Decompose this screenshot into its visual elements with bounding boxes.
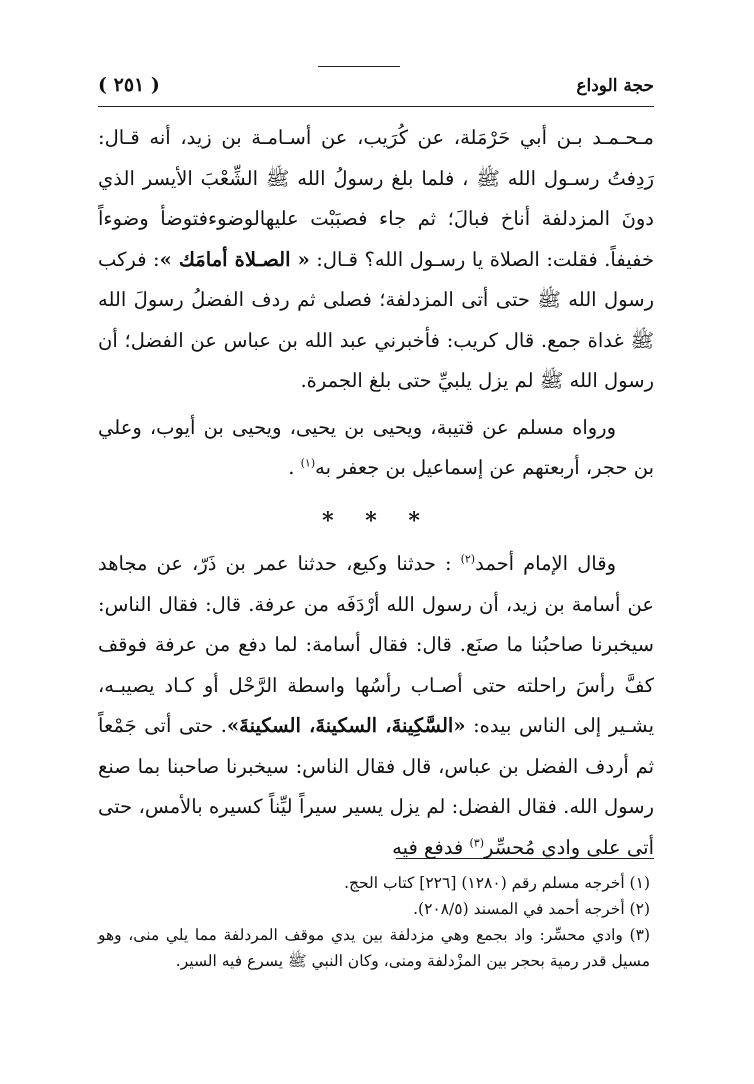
page-header bbox=[98, 74, 654, 104]
footnote-rule bbox=[396, 858, 654, 859]
paragraph-3-text-d: فدفع فيه bbox=[392, 835, 470, 859]
footnote-1: (١) أخرجه مسلم رقم (١٢٨٠) [٢٢٦] كتاب الحج. bbox=[344, 874, 650, 892]
paragraph-3-text-b: : حدثنا وكيع، حدثنا عمر بن ذَرّ، عن مجاهد عن أسامة بن زيد، أن رسول الله أرْدَفَه من عرفة. قال: فقال الناس: سيخبرنا صاحبُنا ما صنَع. قال: فقال أسامة: لما دفع من عرفة فوقف كفَّ رأسَ راحلته حتى أصـاب رأسُها واسطة الرَّحْل أو كـاد يصيبـه، يشـير إلى الناس بيده: bbox=[98, 552, 654, 737]
footnote-ref-3: (٣) bbox=[469, 836, 484, 849]
running-title: حجة الوداع bbox=[576, 76, 654, 96]
paragraph-1-text-a: مـحـمـد بـن أبي حَرْمَلة، عن كُرَيب، عن أسـامـة بن زيد، أنه قـال: رَدِفتُ رسـول الله ﷺ ، فلما بلغ رسولُ الله ﷺ الشِّعْبَ الأيسر الذي دونَ المزدلفة أناخ فبالَ؛ ثم جاء فصبَبْت عليهالوضوءفتوضأ وضوءاً خفيفاً. فقلت: الصلاة يا رسـول الله؟ قـال: bbox=[98, 126, 655, 271]
footnote-3: (٣) وادي محسِّر: واد بجمع وهي مزدلفة بين يدي موقف المردلفة مما يلي منى، وهو مسيل قدر رمية بحجر بين المزْدلفة ومنى، وكان النبي ﷺ يسرع فيه السير. bbox=[98, 926, 650, 970]
paragraph-2 bbox=[98, 408, 654, 489]
footnotes bbox=[98, 870, 650, 974]
page-number: ( ٢٥١ ) bbox=[98, 74, 160, 96]
header-rule bbox=[98, 106, 654, 107]
footnote-2: (٢) أخرجه أحمد في المسند (٢٠٨/٥). bbox=[413, 900, 650, 918]
section-separator: * * * bbox=[322, 508, 432, 534]
main-text-block-2 bbox=[98, 544, 654, 868]
prophet-quote-sakinah: «السَّكِينةَ، السكينةَ، السكينةَ» bbox=[226, 714, 466, 737]
paragraph-2-text-b: . bbox=[288, 456, 301, 479]
paragraph-3-text-a: وقال الإمام أحمد bbox=[475, 552, 616, 575]
paragraph-1-text-b: : فركب رسول الله ﷺ حتى أتى المزدلفة؛ فصلى ثم ردف الفضلُ رسولَ الله ﷺ غداة جمع. قال كريب: فأخبرني عبد الله بن عباس عن الفضل؛ أن رسول الله ﷺ لم يزل يلبيِّ حتى بلغ الجمرة. bbox=[98, 247, 654, 392]
main-text-block-1 bbox=[98, 118, 654, 489]
footnote-ref-2: (٢) bbox=[460, 552, 476, 566]
prophet-quote-salah: « الصـلاة أمامَك » bbox=[159, 247, 310, 271]
footnote-ref-1: (١) bbox=[300, 456, 316, 470]
paragraph-2-text-a: ورواه مسلم عن قتيبة، ويحيى بن يحيى، ويحيى بن أيوب، وعلي بن حجر، أربعتهم عن إسماعيل بن جعفر به bbox=[98, 415, 654, 479]
paragraph-1 bbox=[98, 118, 654, 402]
paragraph-3-text-c: . حتى أتى جَمْعاً ثم أردف الفضل بن عباس، قال فقال الناس: سيخبرنا صاحبنا بما صنع رسول الله. فقال الفضل: لم يزل يسير سيراً ليِّناً كسيره بالأمس، حتى أتى على وادي مُحسِّر bbox=[98, 714, 654, 859]
paragraph-3 bbox=[98, 544, 654, 868]
top-decorative-rule bbox=[318, 66, 400, 67]
